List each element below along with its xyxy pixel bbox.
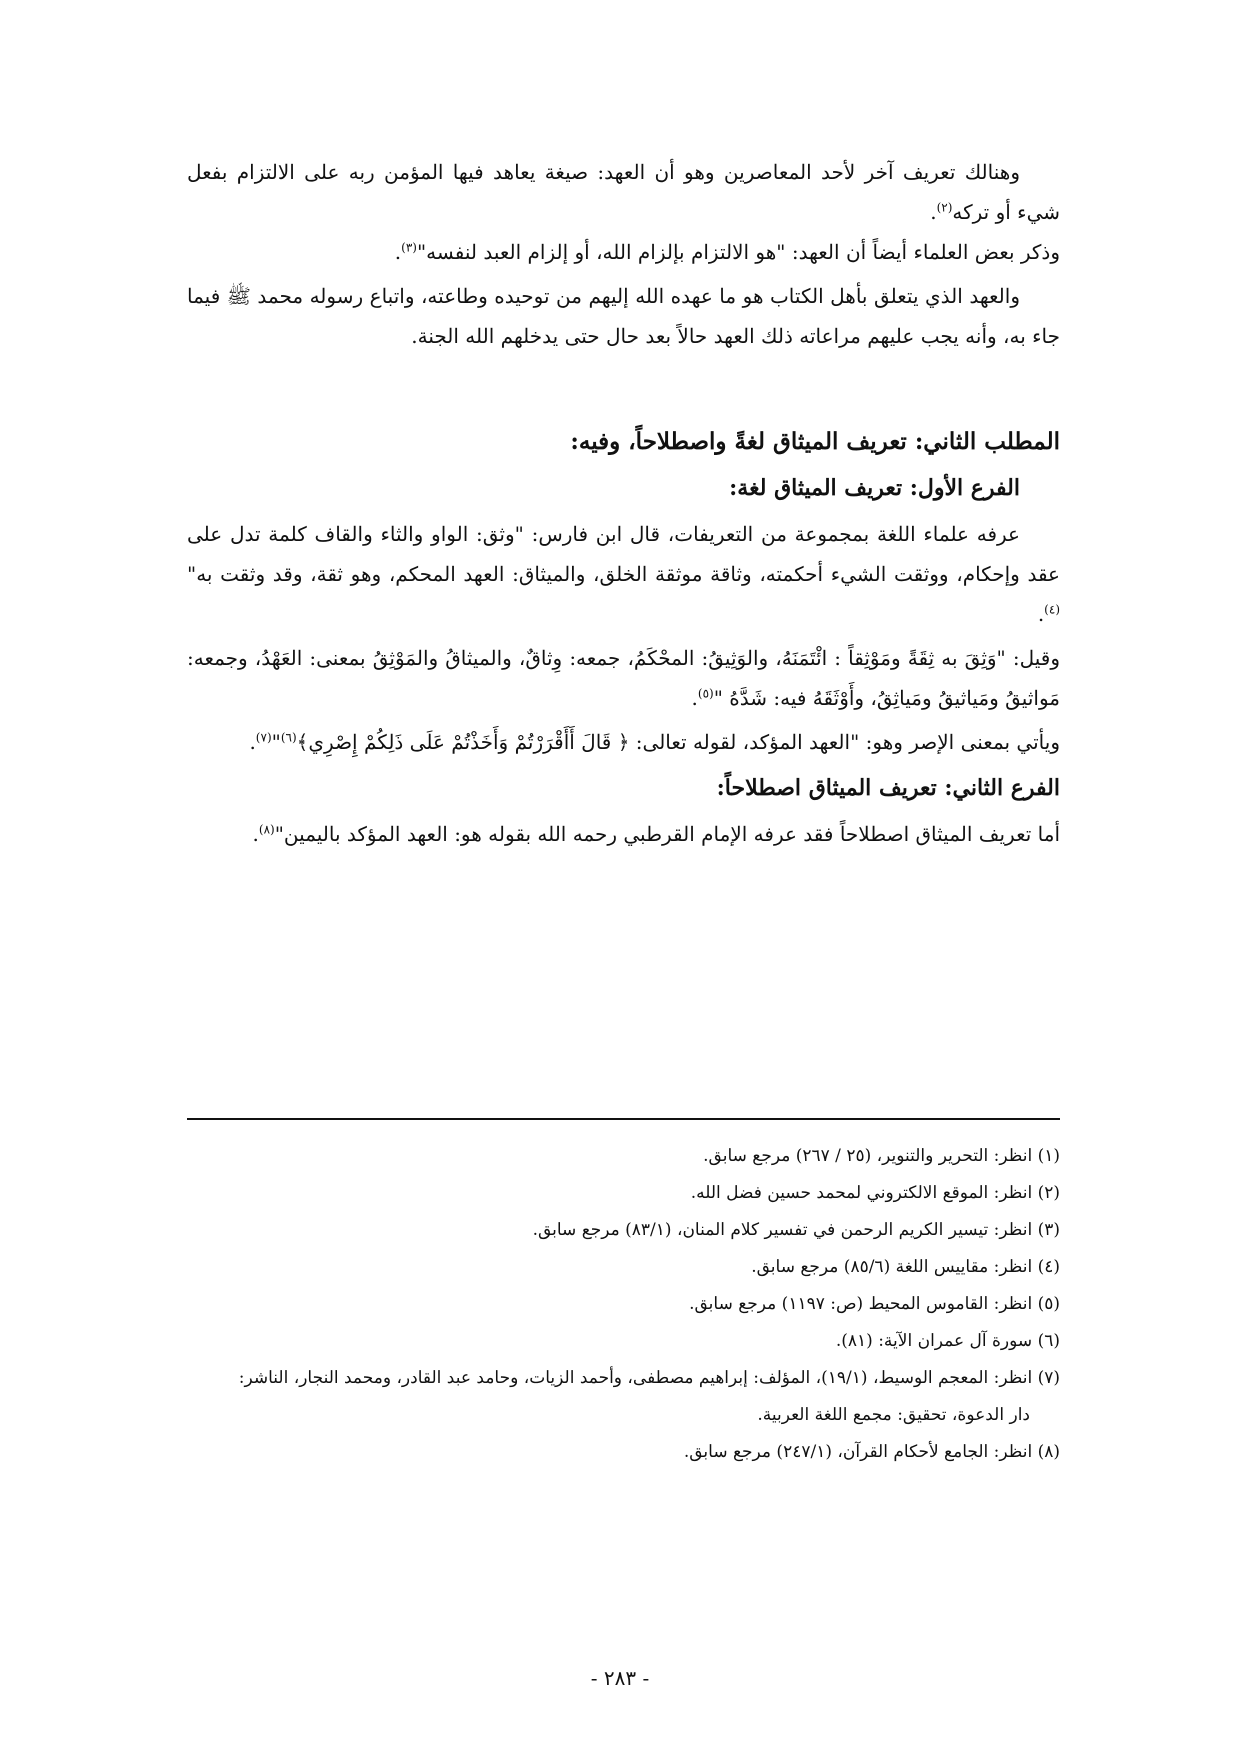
paragraph-ibn-faris [187, 514, 1060, 634]
main-text [187, 152, 1060, 854]
footnote-ref-2[interactable]: (٢) [936, 200, 953, 215]
footnote-ref-8[interactable]: (٨) [258, 822, 275, 837]
paragraph-scholars-definition [187, 232, 1060, 272]
footnote-divider [187, 1118, 1060, 1120]
paragraph-text: ويأتي بمعنى الإصر وهو: "العهد المؤكد، لقوله تعالى: ﴿ قَالَ أَأَقْرَرْتُمْ وَأَخَذْتُمْ عَلَى ذَلِكُمْ إِصْرِي﴾ [296, 730, 1060, 754]
footnote-5: (٥) انظر: القاموس المحيط (ص: ١١٩٧) مرجع سابق. [689, 1294, 1060, 1314]
footnote-7-continuation: دار الدعوة، تحقيق: مجمع اللغة العربية. [757, 1405, 1030, 1425]
footnote-ref-6[interactable]: (٦) [280, 730, 297, 745]
paragraph-end: . [394, 240, 402, 264]
paragraph-text: وذكر بعض العلماء أيضاً أن العهد: "هو الالتزام بإلزام الله، أو إلزام العبد لنفسه" [416, 240, 1060, 264]
paragraph-text: عرفه علماء اللغة بمجموعة من التعريفات، قال ابن فارس: "وثق: الواو والثاء والقاف كلمة تدل على عقد وإحكام، ووثقت الشيء أحكمته، وثاقة موثقة الخلق، والميثاق: العهد المحكم، وهو ثقة، وقد وثقت به" [187, 522, 1060, 586]
page-number: - ٢٨٣ - [590, 1666, 650, 1690]
section-heading: المطلب الثاني: تعريف الميثاق لغةً واصطلاحاً، وفيه: [570, 428, 1060, 455]
footnote-6: (٦) سورة آل عمران الآية: (٨١). [835, 1331, 1060, 1351]
footnote-1: (١) انظر: التحرير والتنوير، (٢٥ / ٢٦٧) مرجع سابق. [703, 1146, 1060, 1166]
closing-quote: " [271, 730, 281, 754]
paragraph-dictionary-meaning [187, 638, 1060, 718]
footnote-ref-5[interactable]: (٥) [697, 686, 714, 701]
footnote-4: (٤) انظر: مقاييس اللغة (٨٥/٦) مرجع سابق. [751, 1257, 1060, 1277]
footnote-7: (٧) انظر: المعجم الوسيط، (١٩/١)، المؤلف: إبراهيم مصطفى، وأحمد الزيات، وحامد عبد القادر، ومحمد النجار، الناشر: [238, 1368, 1060, 1388]
paragraph-isr-meaning [187, 722, 1060, 762]
footnotes-list [150, 1138, 1060, 1471]
paragraph-people-of-book [187, 276, 1060, 356]
footnote-8: (٨) انظر: الجامع لأحكام القرآن، (٢٤٧/١) مرجع سابق. [683, 1442, 1060, 1462]
paragraph-text: أما تعريف الميثاق اصطلاحاً فقد عرفه الإمام القرطبي رحمه الله بقوله هو: العهد المؤكد باليمين" [274, 822, 1060, 846]
paragraph-end: . [691, 686, 698, 710]
paragraph-end: . [252, 822, 259, 846]
paragraph-text: وهنالك تعريف آخر لأحد المعاصرين وهو أن العهد: صيغة يعاهد فيها المؤمن ربه على الالتزام بفعل شيء أو تركه [187, 160, 1060, 224]
footnote-ref-4[interactable]: (٤) [1044, 602, 1060, 617]
paragraph-text: والعهد الذي يتعلق بأهل الكتاب هو ما عهده الله إليهم من توحيده وطاعته، واتباع رسوله محمد ﷺ فيما جاء به، وأنه يجب عليهم مراعاته ذلك العهد حالاً بعد حال حتى يدخلهم الله الجنة. [187, 284, 1060, 348]
footnote-3: (٣) انظر: تيسير الكريم الرحمن في تفسير كلام المنان، (٨٣/١) مرجع سابق. [532, 1220, 1060, 1240]
paragraph-qurtubi-definition [187, 814, 1060, 854]
paragraph-text: وقيل: "وَثِقَ به ثِقَةً ومَوْثِقاً : ائْتَمَنَهُ، والوَثِيقُ: المحْكَمُ، جمعه: وِثاقٌ، والميثاقُ والمَوْثِقُ بمعنى: العَهْدُ، وجمعه: مَواثيقُ ومَياثيقُ ومَياثِقُ، وأَوْثَقَهُ فيه: شَدَّهُ " [187, 646, 1060, 710]
paragraph-contemporary-definition [187, 152, 1060, 232]
footnote-2: (٢) انظر: الموقع الالكتروني لمحمد حسين فضل الله. [690, 1183, 1060, 1203]
subsection-heading-technical: الفرع الثاني: تعريف الميثاق اصطلاحاً: [716, 775, 1060, 801]
footnote-ref-7[interactable]: (٧) [255, 730, 272, 745]
footnote-ref-3[interactable]: (٣) [401, 240, 417, 255]
subsection-heading-linguistic: الفرع الأول: تعريف الميثاق لغة: [729, 475, 1020, 501]
paragraph-end: . [930, 200, 937, 224]
paragraph-end: . [1037, 602, 1045, 626]
paragraph-end: . [249, 730, 256, 754]
